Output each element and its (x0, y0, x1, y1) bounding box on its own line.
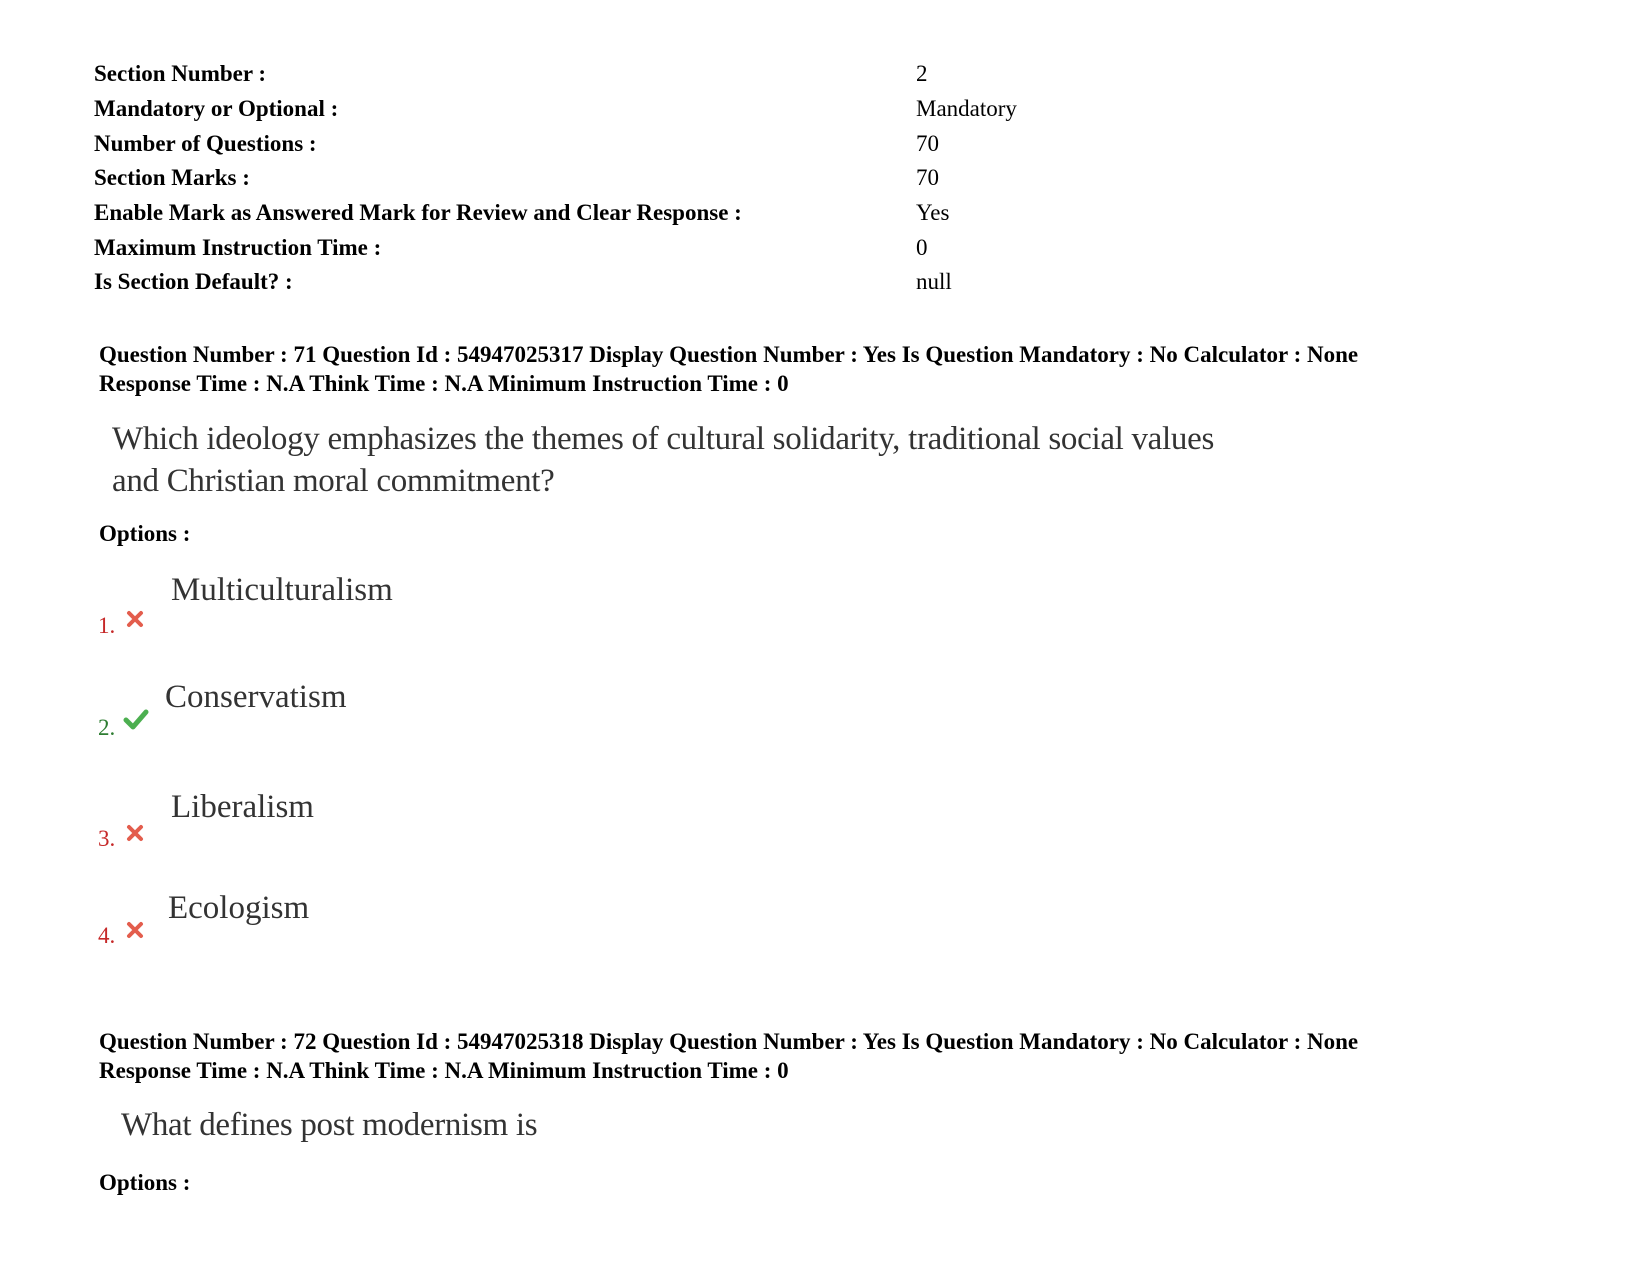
mandatory-label: Mandatory or Optional : (94, 96, 339, 121)
option-number: 2. (98, 715, 116, 740)
question-text-line1: Which ideology emphasizes the themes of cultural solidarity, traditional social values (112, 421, 1214, 457)
section-number-label: Section Number : (94, 61, 267, 86)
option-text: Multiculturalism (171, 572, 393, 608)
enable-mark-value: Yes (916, 200, 950, 225)
cross-icon (125, 920, 145, 940)
question-meta-line1: Question Number : 71 Question Id : 54947025317 Display Question Number : Yes Is Question Mandatory : No Calculator : None (99, 342, 1359, 367)
mandatory-value: Mandatory (916, 96, 1017, 121)
question-meta-line2: Response Time : N.A Think Time : N.A Minimum Instruction Time : 0 (99, 1058, 789, 1083)
option-number: 1. (98, 613, 116, 638)
option-text: Liberalism (171, 789, 314, 825)
enable-mark-label: Enable Mark as Answered Mark for Review and Clear Response : (94, 200, 742, 225)
section-default-value: null (916, 269, 952, 294)
max-instruction-time-value: 0 (916, 235, 928, 260)
section-marks-label: Section Marks : (94, 165, 250, 190)
max-instruction-time-label: Maximum Instruction Time : (94, 235, 382, 260)
option-text: Conservatism (165, 679, 347, 715)
checkmark-icon (123, 708, 149, 730)
question-text-line1: What defines post modernism is (121, 1107, 538, 1143)
section-number-value: 2 (916, 61, 928, 86)
cross-icon (125, 823, 145, 843)
question-meta-line2: Response Time : N.A Think Time : N.A Minimum Instruction Time : 0 (99, 371, 789, 396)
option-number: 3. (98, 826, 116, 851)
option-number: 4. (98, 923, 116, 948)
section-marks-value: 70 (916, 165, 939, 190)
cross-icon (125, 609, 145, 629)
question-meta-line1: Question Number : 72 Question Id : 54947025318 Display Question Number : Yes Is Question Mandatory : No Calculator : None (99, 1029, 1359, 1054)
options-label: Options : (99, 521, 191, 546)
num-questions-label: Number of Questions : (94, 131, 317, 156)
section-default-label: Is Section Default? : (94, 269, 293, 294)
options-label: Options : (99, 1170, 191, 1195)
question-text-line2: and Christian moral commitment? (112, 463, 555, 499)
num-questions-value: 70 (916, 131, 939, 156)
option-text: Ecologism (168, 890, 310, 926)
